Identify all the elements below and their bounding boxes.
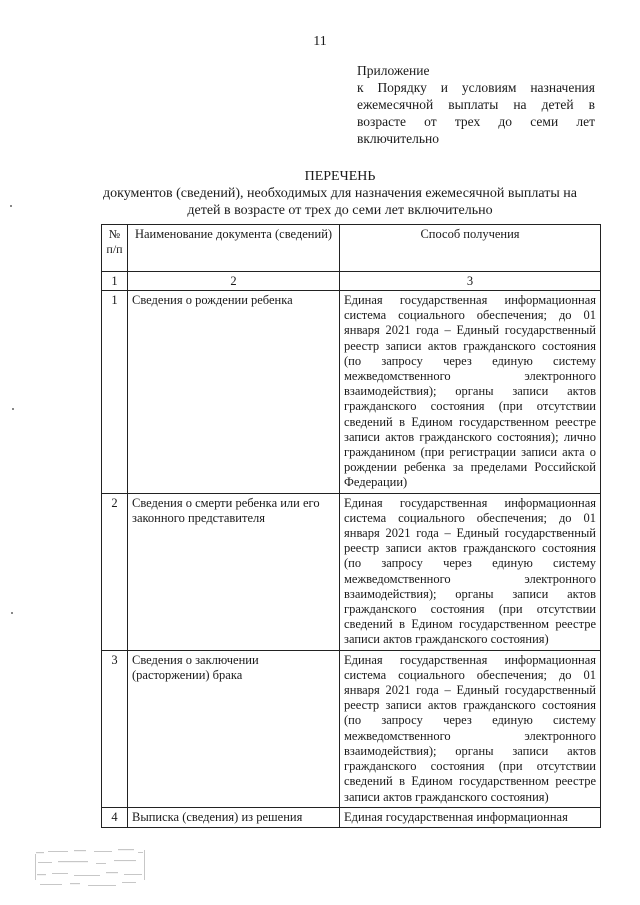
table-row — [102, 291, 601, 494]
row-method: Единая государственная информационная система социального обеспечения; до 01 января 2021 года – Единый государственный реестр записи актов гражданского состояния (по запросу через единую систему межведомственного электронного взаимодействия); органы записи актов гражданского состояния (при отсутствии сведений в Едином государственном реестре записи актов гражданского состояния); лично гражданином (при регистрации записи акта о рождении ребенка за пределами Российской Федерации) — [340, 291, 601, 494]
appendix-note — [357, 62, 595, 147]
appendix-line: ежемесячной выплаты на детей в — [357, 97, 595, 112]
column-number: 3 — [340, 272, 601, 291]
row-method: Единая государственная информационная — [340, 807, 601, 827]
column-numbers-row — [102, 272, 601, 291]
document-title — [100, 168, 580, 219]
header-name: Наименование документа (сведений) — [128, 225, 340, 272]
title-heading: ПЕРЕЧЕНЬ — [304, 169, 376, 184]
header-method: Способ получения — [340, 225, 601, 272]
scan-speck — [11, 612, 13, 614]
appendix-line: включительно — [357, 131, 440, 146]
title-line: документов (сведений), необходимых для назначения ежемесячной выплаты на — [102, 186, 577, 201]
row-document-name: Сведения о заключении (расторжении) брака — [128, 650, 340, 807]
row-number: 1 — [102, 291, 128, 494]
row-document-name: Сведения о рождении ребенка — [128, 291, 340, 494]
documents-table — [101, 224, 601, 828]
header-num — [102, 225, 128, 272]
header-num-line: № — [108, 227, 121, 241]
row-number: 2 — [102, 493, 128, 650]
scan-smudge — [34, 846, 146, 890]
title-line: детей в возрасте от трех до семи лет включительно — [187, 203, 493, 218]
row-document-name: Выписка (сведения) из решения — [128, 807, 340, 827]
row-method: Единая государственная информационная система социального обеспечения; до 01 января 2021 года – Единый государственный реестр записи актов гражданского состояния (по запросу через единую систему межведомственного электронного взаимодействия); органы записи актов гражданского состояния (при отсутствии сведений в Едином государственном реестре записи актов гражданского состояния) — [340, 650, 601, 807]
appendix-line: к Порядку и условиям назначения — [357, 80, 595, 95]
table-header-row — [102, 225, 601, 272]
scan-speck — [12, 408, 14, 410]
row-number: 3 — [102, 650, 128, 807]
appendix-line: Приложение — [357, 63, 430, 78]
appendix-line: возрасте от трех до семи лет — [357, 114, 595, 129]
row-number: 4 — [102, 807, 128, 827]
page-number: 11 — [313, 34, 327, 49]
column-number: 2 — [128, 272, 340, 291]
table-row — [102, 807, 601, 827]
table-row — [102, 650, 601, 807]
header-num-line: п/п — [106, 242, 123, 256]
row-method: Единая государственная информационная система социального обеспечения; до 01 января 2021 года – Единый государственный реестр записи актов гражданского состояния (по запросу через единую систему межведомственного электронного взаимодействия); органы записи актов гражданского состояния (при отсутствии сведений в Едином государственном реестре записи актов гражданского состояния) — [340, 493, 601, 650]
column-number: 1 — [102, 272, 128, 291]
row-document-name: Сведения о смерти ребенка или его законного представителя — [128, 493, 340, 650]
table-row — [102, 493, 601, 650]
scan-speck — [10, 205, 12, 207]
